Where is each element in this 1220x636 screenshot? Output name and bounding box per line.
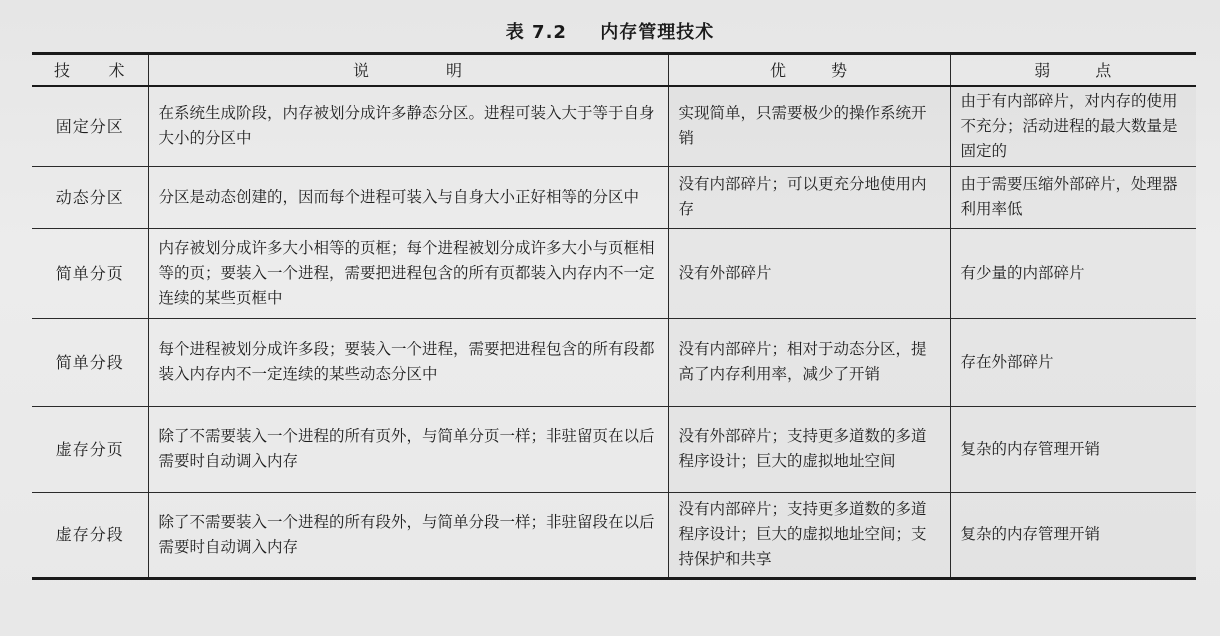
header-weaknesses-char-2: 点 — [1095, 60, 1113, 80]
header-description-char-2: 明 — [446, 60, 464, 80]
table-row — [32, 492, 1196, 578]
cell-weaknesses: 由于有内部碎片，对内存的使用不充分；活动进程的最大数量是固定的 — [950, 86, 1196, 166]
header-advantages-char-1: 优 — [769, 60, 787, 80]
header-weaknesses — [950, 54, 1196, 87]
cell-technique: 简单分段 — [32, 318, 148, 406]
header-technique — [32, 54, 148, 87]
table-caption — [0, 18, 1220, 44]
table-row — [32, 228, 1196, 318]
cell-advantages: 实现简单，只需要极少的操作系统开销 — [668, 86, 950, 166]
table-number: 表 7.2 — [505, 22, 567, 43]
cell-technique: 固定分区 — [32, 86, 148, 166]
header-description — [148, 54, 668, 87]
cell-weaknesses: 有少量的内部碎片 — [950, 228, 1196, 318]
cell-weaknesses: 复杂的内存管理开销 — [950, 406, 1196, 492]
cell-weaknesses: 由于需要压缩外部碎片，处理器利用率低 — [950, 166, 1196, 228]
cell-description: 每个进程被划分成许多段；要装入一个进程，需要把进程包含的所有段都装入内存内不一定连续的某些动态分区中 — [148, 318, 668, 406]
cell-weaknesses: 存在外部碎片 — [950, 318, 1196, 406]
table-row — [32, 318, 1196, 406]
cell-advantages: 没有外部碎片 — [668, 228, 950, 318]
header-weaknesses-char-1: 弱 — [1034, 60, 1052, 80]
cell-advantages: 没有外部碎片；支持更多道数的多道程序设计；巨大的虚拟地址空间 — [668, 406, 950, 492]
cell-advantages: 没有内部碎片；支持更多道数的多道程序设计；巨大的虚拟地址空间；支持保护和共享 — [668, 492, 950, 578]
cell-description: 除了不需要装入一个进程的所有页外，与简单分页一样；非驻留页在以后需要时自动调入内存 — [148, 406, 668, 492]
header-advantages-char-2: 势 — [831, 60, 849, 80]
cell-technique: 动态分区 — [32, 166, 148, 228]
table-row — [32, 166, 1196, 228]
header-description-char-1: 说 — [352, 60, 370, 80]
header-advantages — [668, 54, 950, 87]
header-row — [32, 54, 1196, 87]
table-row — [32, 406, 1196, 492]
cell-weaknesses: 复杂的内存管理开销 — [950, 492, 1196, 578]
cell-advantages: 没有内部碎片；相对于动态分区，提高了内存利用率，减少了开销 — [668, 318, 950, 406]
header-technique-char-1: 技 — [54, 60, 72, 80]
memory-management-table — [32, 52, 1196, 580]
cell-advantages: 没有内部碎片；可以更充分地使用内存 — [668, 166, 950, 228]
cell-description: 除了不需要装入一个进程的所有段外，与简单分段一样；非驻留段在以后需要时自动调入内存 — [148, 492, 668, 578]
table-row — [32, 86, 1196, 166]
cell-technique: 虚存分段 — [32, 492, 148, 578]
cell-technique: 虚存分页 — [32, 406, 148, 492]
cell-description: 内存被划分成许多大小相等的页框；每个进程被划分成许多大小与页框相等的页；要装入一个进程，需要把进程包含的所有页都装入内存内不一定连续的某些页框中 — [148, 228, 668, 318]
cell-technique: 简单分页 — [32, 228, 148, 318]
table-title: 内存管理技术 — [600, 22, 715, 43]
cell-description: 分区是动态创建的，因而每个进程可装入与自身大小正好相等的分区中 — [148, 166, 668, 228]
header-technique-char-2: 术 — [108, 60, 126, 80]
cell-description: 在系统生成阶段，内存被划分成许多静态分区。进程可装入大于等于自身大小的分区中 — [148, 86, 668, 166]
